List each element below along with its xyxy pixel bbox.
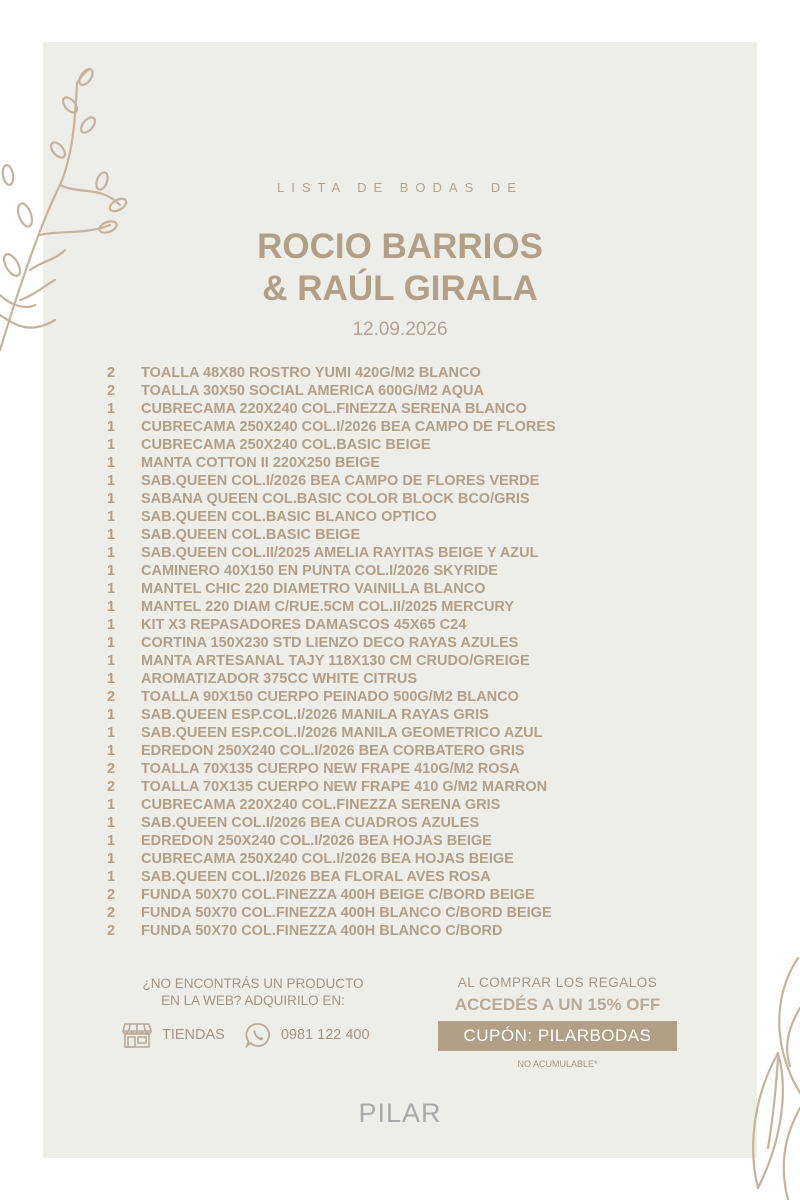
item-quantity: 2 [107,905,116,921]
list-item [107,436,707,454]
list-item [107,652,707,670]
item-quantity: 2 [107,383,116,399]
item-quantity: 1 [107,437,116,453]
discount-text: ACCEDÉS A UN 15% OFF [454,995,661,1014]
item-name: SAB.QUEEN COL.BASIC BEIGE [141,527,361,543]
list-item [107,778,707,796]
item-name: AROMATIZADOR 375CC WHITE CITRUS [141,671,418,687]
list-item [107,868,707,886]
item-quantity: 1 [107,635,116,651]
item-quantity: 1 [107,707,116,723]
item-name: CUBRECAMA 220X240 COL.FINEZZA SERENA BLANCO [141,401,527,417]
list-item [107,724,707,742]
item-quantity: 1 [107,851,116,867]
disclaimer-text: NO ACUMULABLE* [517,1059,598,1069]
item-quantity: 2 [107,923,116,939]
item-quantity: 1 [107,833,116,849]
item-quantity: 1 [107,617,116,633]
gift-list [107,364,707,940]
leaf-branch-right-icon [718,948,800,1200]
item-name: MANTA ARTESANAL TAJY 118X130 CM CRUDO/GREIGE [141,653,530,669]
list-item [107,742,707,760]
item-quantity: 1 [107,401,116,417]
item-name: EDREDON 250X240 COL.I/2026 BEA HOJAS BEIGE [141,833,492,849]
list-item [107,364,707,382]
page-subtitle: LISTA DE BODAS DE [277,180,523,195]
stores-link[interactable]: TIENDAS [162,1027,225,1043]
item-name: TOALLA 70X135 CUERPO NEW FRAPE 410 G/M2 MARRON [141,779,548,795]
list-item [107,850,707,868]
item-quantity: 1 [107,455,116,471]
list-item [107,490,707,508]
list-item [107,400,707,418]
item-quantity: 1 [107,743,116,759]
item-quantity: 1 [107,725,116,741]
whatsapp-icon [245,1022,271,1048]
not-found-line2: EN LA WEB? ADQUIRILO EN: [161,993,345,1008]
item-name: CAMINERO 40X150 EN PUNTA COL.I/2026 SKYRIDE [141,563,498,579]
list-item [107,526,707,544]
item-quantity: 1 [107,797,116,813]
list-item [107,760,707,778]
list-item [107,544,707,562]
item-quantity: 2 [107,887,116,903]
couple-name-line2: & RAÚL GIRALA [262,269,538,308]
item-quantity: 1 [107,869,116,885]
item-name: MANTA COTTON II 220X250 BEIGE [141,455,381,471]
wedding-date: 12.09.2026 [352,319,448,340]
item-name: CORTINA 150X230 STD LIENZO DECO RAYAS AZULES [141,635,519,651]
item-name: SABANA QUEEN COL.BASIC COLOR BLOCK BCO/GRIS [141,491,530,507]
pilar-logo: PILAR [358,1098,442,1128]
item-name: TOALLA 30X50 SOCIAL AMERICA 600G/M2 AQUA [141,383,484,399]
list-item [107,922,707,940]
item-quantity: 2 [107,779,116,795]
item-quantity: 1 [107,491,116,507]
item-name: CUBRECAMA 250X240 COL.I/2026 BEA HOJAS BEIGE [141,851,514,867]
list-item [107,454,707,472]
item-name: MANTEL CHIC 220 DIAMETRO VAINILLA BLANCO [141,581,486,597]
list-item [107,508,707,526]
item-name: EDREDON 250X240 COL.I/2026 BEA CORBATERO GRIS [141,743,525,759]
item-quantity: 1 [107,599,116,615]
item-name: CUBRECAMA 250X240 COL.I/2026 BEA CAMPO DE FLORES [141,419,556,435]
item-quantity: 1 [107,527,116,543]
list-item [107,886,707,904]
item-quantity: 1 [107,545,116,561]
phone-link[interactable]: 0981 122 400 [280,1027,370,1043]
item-quantity: 1 [107,653,116,669]
item-quantity: 1 [107,509,116,525]
promo-block [430,975,685,1051]
list-item [107,382,707,400]
list-item [107,634,707,652]
list-item [107,580,707,598]
list-item [107,472,707,490]
list-item [107,670,707,688]
not-found-message [118,975,388,1009]
item-quantity: 1 [107,563,116,579]
item-name: MANTEL 220 DIAM C/RUE.5CM COL.II/2025 MERCURY [141,599,515,615]
item-name: FUNDA 50X70 COL.FINEZZA 400H BEIGE C/BORD BEIGE [141,887,535,903]
item-name: TOALLA 48X80 ROSTRO YUMI 420G/M2 BLANCO [141,365,481,381]
item-name: SAB.QUEEN COL.I/2026 BEA CAMPO DE FLORES VERDE [141,473,540,489]
promo-text: AL COMPRAR LOS REGALOS [457,975,658,990]
item-name: SAB.QUEEN ESP.COL.I/2026 MANILA RAYAS GRIS [141,707,489,723]
item-quantity: 2 [107,689,116,705]
coupon-badge: CUPÓN: PILARBODAS [438,1021,677,1051]
item-name: SAB.QUEEN COL.I/2026 BEA CUADROS AZULES [141,815,480,831]
list-item [107,706,707,724]
item-name: TOALLA 70X135 CUERPO NEW FRAPE 410G/M2 ROSA [141,761,520,777]
item-quantity: 1 [107,815,116,831]
couple-name-line1: ROCIO BARRIOS [257,227,543,266]
item-name: TOALLA 90X150 CUERPO PEINADO 500G/M2 BLANCO [141,689,519,705]
item-quantity: 1 [107,581,116,597]
item-quantity: 1 [107,419,116,435]
list-item [107,616,707,634]
list-item [107,562,707,580]
list-item [107,688,707,706]
leaf-branch-left-icon [0,65,140,355]
item-name: KIT X3 REPASADORES DAMASCOS 45X65 C24 [141,617,467,633]
list-item [107,814,707,832]
item-quantity: 2 [107,365,116,381]
list-item [107,796,707,814]
item-name: SAB.QUEEN COL.BASIC BLANCO OPTICO [141,509,437,525]
item-name: FUNDA 50X70 COL.FINEZZA 400H BLANCO C/BORD BEIGE [141,905,552,921]
not-found-line1: ¿NO ENCONTRÁS UN PRODUCTO [142,976,364,991]
item-name: SAB.QUEEN ESP.COL.I/2026 MANILA GEOMETRICO AZUL [141,725,543,741]
item-quantity: 2 [107,761,116,777]
list-item [107,904,707,922]
store-icon [122,1021,152,1049]
item-name: FUNDA 50X70 COL.FINEZZA 400H BLANCO C/BORD [141,923,503,939]
item-name: SAB.QUEEN COL.I/2026 BEA FLORAL AVES ROSA [141,869,491,885]
item-name: CUBRECAMA 220X240 COL.FINEZZA SERENA GRIS [141,797,501,813]
list-item [107,598,707,616]
item-quantity: 1 [107,473,116,489]
contact-row [122,1020,370,1050]
item-name: CUBRECAMA 250X240 COL.BASIC BEIGE [141,437,431,453]
item-quantity: 1 [107,671,116,687]
list-item [107,832,707,850]
item-name: SAB.QUEEN COL.II/2025 AMELIA RAYITAS BEIGE Y AZUL [141,545,539,561]
list-item [107,418,707,436]
